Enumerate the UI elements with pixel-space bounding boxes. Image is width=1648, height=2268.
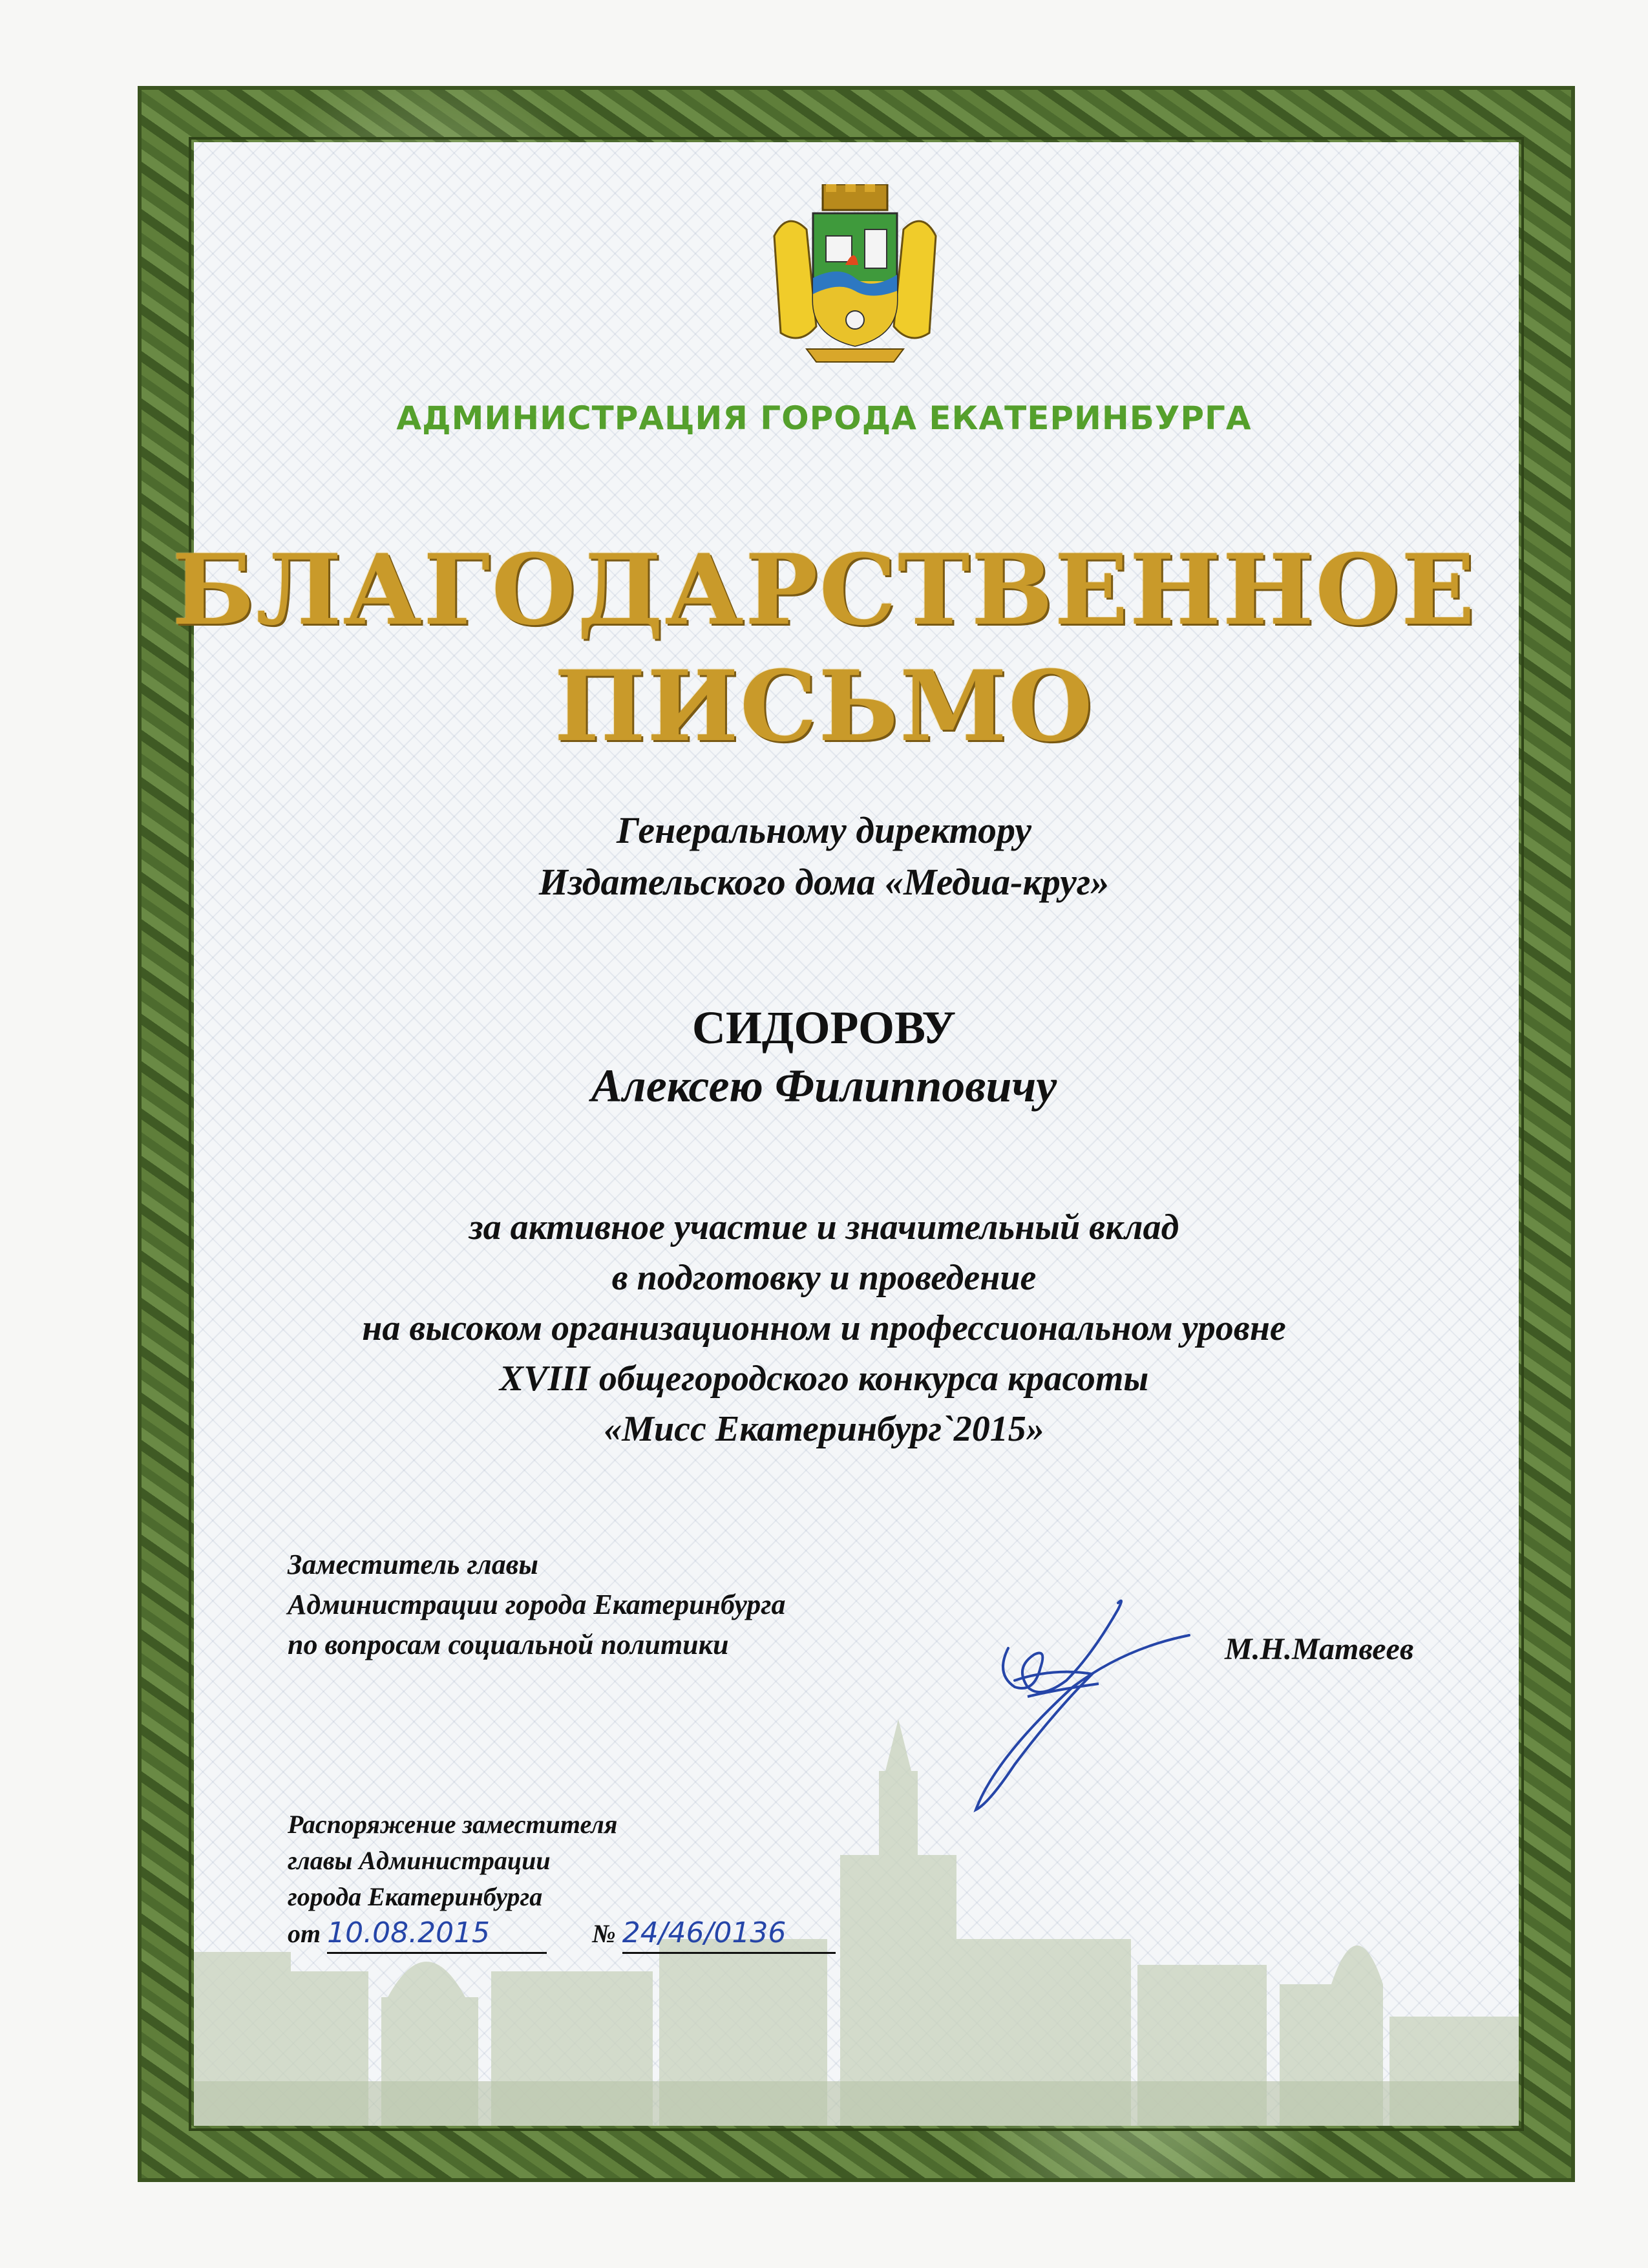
handwritten-signature [918,1584,1215,1829]
order-reference [288,1807,836,1954]
order-line3: города Екатеринбурга [288,1882,543,1911]
award-reason [0,1202,1648,1454]
reason-line5: «Мисс Екатеринбург`2015» [604,1409,1044,1449]
signatory-name: М.Н.Матвеев [1225,1632,1414,1666]
document-title-line1: БЛАГОДАРСТВЕННОЕ [171,533,1477,647]
order-date-row [288,1915,836,1954]
recipient-surname: СИДОРОВУ [692,1002,956,1054]
recipient-position-line1: Генеральному директору [617,809,1031,851]
recipient-given-name: Алексею Филипповичу [591,1060,1057,1112]
reason-line3: на высоком организационном и профессиональном уровне [362,1308,1286,1348]
order-line1: Распоряжение заместителя [288,1810,618,1839]
yekaterinburg-coat-of-arms-icon [761,184,949,365]
order-number: 24/46/0136 [622,1916,787,1949]
signatory-title-line1: Заместитель главы [288,1549,538,1580]
signatory-title-line2: Администрации города Екатеринбурга [288,1589,786,1620]
reason-line4: XVIII общегородского конкурса красоты [499,1359,1149,1399]
issuer-name: АДМИНИСТРАЦИЯ ГОРОДА ЕКАТЕРИНБУРГА [396,399,1252,437]
order-line2: главы Администрации [288,1846,551,1875]
signatory-title-line3: по вопросам социальной политики [288,1629,729,1660]
recipient-position-line2: Издательского дома «Медиа-круг» [538,861,1110,903]
reason-line1: за активное участие и значительный вклад [469,1207,1179,1247]
reason-line2: в подготовку и проведение [611,1258,1037,1298]
order-date-prefix: от [288,1919,321,1948]
document-title-line2: ПИСЬМО [554,650,1094,763]
recipient-position [0,805,1648,908]
recipient-name [0,999,1648,1115]
order-number-prefix: № [592,1919,616,1948]
order-date: 10.08.2015 [327,1916,491,1949]
signatory-title [288,1545,786,1665]
